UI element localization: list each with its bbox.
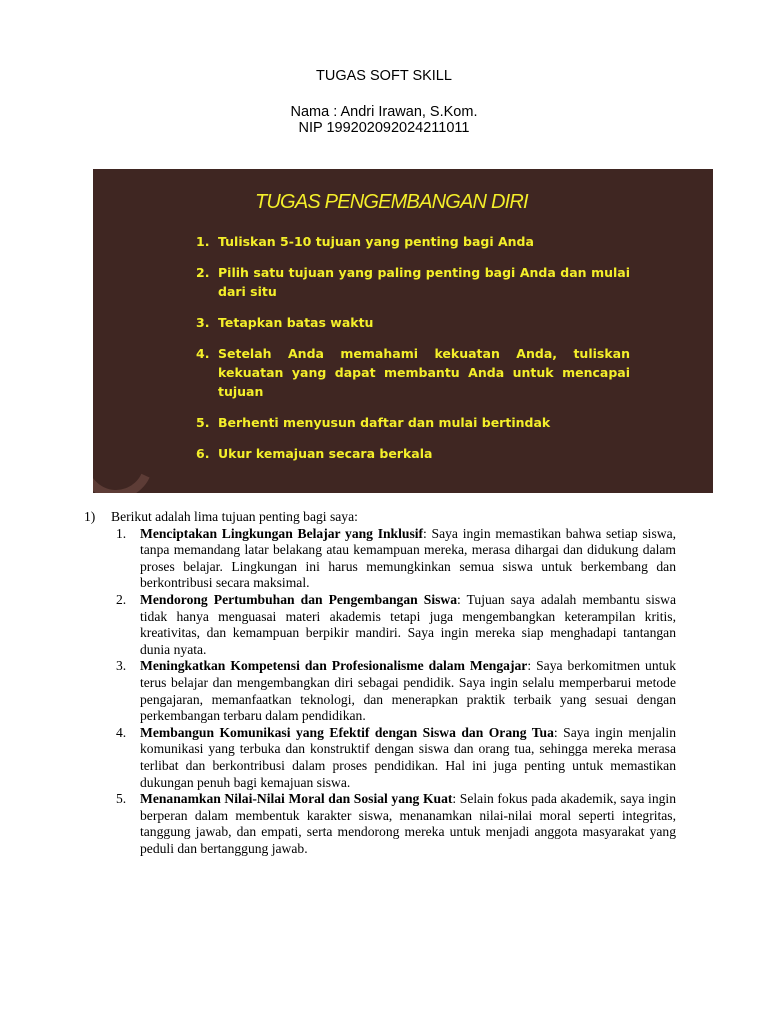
goal-title: Membangun Komunikasi yang Efektif dengan Siswa dan Orang Tua [140, 724, 554, 740]
slide-task-text: Tuliskan 5-10 tujuan yang penting bagi Anda [218, 234, 534, 249]
answer-intro-text: Berikut adalah lima tujuan penting bagi saya: [111, 509, 358, 524]
goal-item [84, 592, 676, 658]
slide-image [93, 169, 713, 493]
answer-intro [84, 509, 676, 526]
slide-task-item [196, 263, 630, 301]
slide-task-number: 1. [196, 234, 210, 249]
goal-number: 3. [116, 658, 127, 674]
goal-number: 4. [116, 724, 127, 740]
slide-task-number: 6. [196, 446, 210, 461]
slide-task-item [196, 444, 630, 463]
goal-item [84, 658, 676, 724]
goal-number: 5. [116, 791, 127, 807]
slide-task-number: 4. [196, 346, 210, 361]
slide-task-text: Pilih satu tujuan yang paling penting bagi Anda dan mulai dari situ [218, 265, 630, 299]
goal-item [84, 791, 676, 857]
goal-description: : Saya ingin memastikan bahwa setiap siswa, tanpa memandang latar belakang atau kemampuan mereka, merasa dihargai dan didukung dalam proses belajar. Lingkungan ini harus memungkinkan semua siswa untuk berkembang dan berkontribusi secara maksimal. [140, 525, 677, 591]
author-name: Nama : Andri Irawan, S.Kom. [290, 104, 478, 120]
slide-task-item [196, 232, 630, 251]
goal-number: 1. [116, 525, 127, 541]
goal-title: Menciptakan Lingkungan Belajar yang Inklusif [140, 525, 424, 541]
author-nip: NIP 199202092024211011 [298, 120, 470, 136]
answer-section [84, 509, 676, 857]
goal-title: Menanamkan Nilai-Nilai Moral dan Sosial yang Kuat [140, 791, 453, 807]
goal-title: Mendorong Pertumbuhan dan Pengembangan Siswa [140, 591, 458, 607]
goal-item [84, 526, 676, 592]
slide-task-item [196, 313, 630, 332]
goal-list [84, 526, 676, 858]
goal-description: : Saya ingin menjalin komunikasi yang terbuka dan konstruktif dengan siswa dan orang tua, sehingga mereka merasa terlibat dan berkontribusi dalam proses pendidikan. Hal ini juga penting untuk memastikan dukungan penuh bagi kemajuan siswa. [140, 724, 676, 790]
goal-description: : Tujuan saya adalah membantu siswa tidak hanya menguasai materi akademis tetapi juga mengembangkan keterampilan kritis, kreativitas, dan kemampuan berpikir mandiri. Saya ingin mereka siap menghadapi tantangan dunia nyata. [140, 591, 677, 657]
slide-task-number: 2. [196, 265, 210, 280]
goal-title: Meningkatkan Kompetensi dan Profesionalisme dalam Mengajar [140, 658, 528, 674]
answer-number: 1) [84, 509, 96, 524]
slide-task-text: Tetapkan batas waktu [218, 315, 374, 330]
goal-item [84, 725, 676, 791]
slide-task-number: 5. [196, 415, 210, 430]
slide-task-text: Setelah Anda memahami kekuatan Anda, tuliskan kekuatan yang dapat membantu Anda untuk mencapai tujuan [218, 346, 630, 399]
slide-task-item [196, 413, 630, 432]
goal-number: 2. [116, 591, 127, 607]
goal-description: : Selain fokus pada akademik, saya ingin berperan dalam membentuk karakter siswa, menanamkan nilai-nilai moral seperti integritas, tanggung jawab, dan empati, serta mendorong mereka untuk menjadi anggota masyarakat yang peduli dan bertanggung jawab. [140, 791, 677, 856]
slide-task-item [196, 344, 630, 401]
slide-title: TUGAS PENGEMBANGAN DIRI [255, 191, 528, 213]
decorative-arc [93, 415, 163, 493]
goal-description: : Saya berkomitmen untuk terus belajar dan mengembangkan diri sebagai pendidik. Saya ingin selalu memperbarui metode pengajaran, memanfaatkan teknologi, dan menerapkan praktik terbaik yang sesuai dengan perkembangan terbaru dalam pendidikan. [140, 658, 676, 724]
slide-task-list [196, 232, 630, 475]
document-title: TUGAS SOFT SKILL [316, 68, 452, 84]
slide-task-number: 3. [196, 315, 210, 330]
slide-task-text: Berhenti menyusun daftar dan mulai bertindak [218, 415, 551, 430]
slide-task-text: Ukur kemajuan secara berkala [218, 446, 433, 461]
